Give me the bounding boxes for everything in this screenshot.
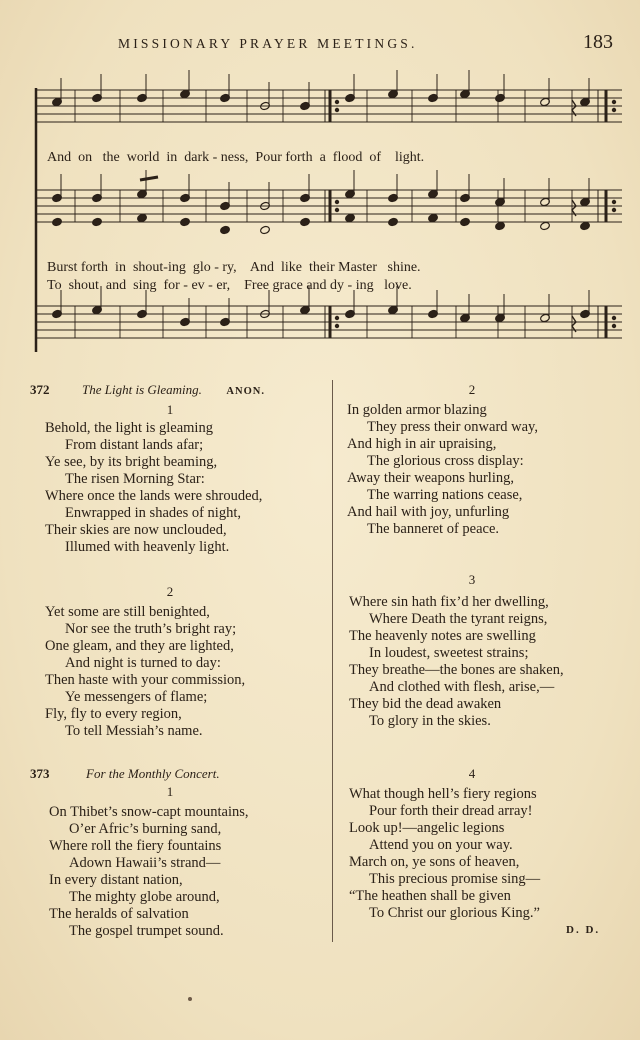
- note-head: [137, 213, 148, 222]
- verse-line: From distant lands afar;: [65, 437, 204, 453]
- note-head: [260, 225, 271, 234]
- verse-line: The gospel trumpet sound.: [69, 923, 224, 939]
- verse-line: Where once the lands were shrouded,: [45, 488, 263, 504]
- verse-line: Behold, the light is gleaming: [45, 420, 213, 436]
- stanza-number: 1: [166, 784, 174, 799]
- verse-line: In every distant nation,: [49, 872, 183, 888]
- note-head: [92, 217, 103, 226]
- repeat-dot: [335, 316, 339, 320]
- hymn-author: ANON.: [226, 386, 265, 397]
- verse-line: The banneret of peace.: [367, 521, 500, 537]
- verse-line: This precious promise sing—: [369, 871, 541, 887]
- hymn-title: The Light is Gleaming.: [82, 382, 202, 397]
- repeat-dot: [335, 208, 339, 212]
- verse-line: Then haste with your commission,: [45, 672, 246, 688]
- repeat-dot: [335, 200, 339, 204]
- verse-line: Away their weapons hurling,: [347, 470, 514, 486]
- stanza-number: 3: [468, 572, 476, 587]
- verse-line: The risen Morning Star:: [65, 471, 205, 487]
- note-head: [460, 217, 471, 226]
- note-head: [300, 217, 311, 226]
- verse-line: The mighty globe around,: [69, 889, 220, 905]
- verse-line: Their skies are now unclouded,: [45, 522, 227, 538]
- verse-line: Attend you on your way.: [369, 837, 513, 853]
- stanza-number: 4: [468, 766, 476, 781]
- note-head: [180, 217, 191, 226]
- note-head: [345, 213, 356, 222]
- verse-line: Where roll the fiery fountains: [49, 838, 222, 854]
- verse-line: Ye see, by its bright beaming,: [45, 454, 218, 470]
- verse-line: They press their onward way,: [367, 419, 538, 435]
- verse-line: In loudest, sweetest strains;: [369, 645, 529, 661]
- verse-line: March on, ye sons of heaven,: [349, 854, 520, 870]
- verse-line: And night is turned to day:: [65, 655, 221, 671]
- author-signature: D. D.: [566, 924, 601, 936]
- staff-notation: [0, 0, 640, 370]
- verse-line: On Thibet’s snow-capt mountains,: [49, 804, 249, 820]
- note-head: [428, 213, 439, 222]
- note-head: [580, 221, 591, 230]
- verse-line: Illumed with heavenly light.: [65, 539, 230, 555]
- repeat-dot: [612, 208, 616, 212]
- repeat-dot: [612, 324, 616, 328]
- lyric-line-3: To shout and sing for - ev - er, Free grace and dy - ing love.: [47, 278, 412, 293]
- verse-line: They breathe—the bones are shaken,: [349, 662, 564, 678]
- verse-line: And high in air upraising,: [347, 436, 497, 452]
- note-head: [495, 221, 506, 230]
- verse-line: Where sin hath fix’d her dwelling,: [349, 594, 549, 610]
- verse-line: Fly, fly to every region,: [45, 706, 182, 722]
- lyric-line-1: And on the world in dark - ness, Pour forth a flood of light.: [47, 150, 425, 165]
- verse-line: Nor see the truth’s bright ray;: [65, 621, 237, 637]
- verse-line: “The heathen shall be given: [349, 888, 511, 904]
- stanza-number: 2: [468, 382, 476, 397]
- verse-line: To Christ our glorious King.”: [369, 905, 540, 921]
- verse-line: Where Death the tyrant reigns,: [369, 611, 548, 627]
- hymn-title: For the Monthly Concert.: [86, 766, 220, 781]
- verse-line: Look up!—angelic legions: [349, 820, 505, 836]
- note-beam: [140, 177, 158, 180]
- hymn-number: 372: [30, 382, 50, 397]
- stanza-number: 2: [166, 584, 174, 599]
- verse-line: Yet some are still benighted,: [45, 604, 210, 620]
- verse-line: And hail with joy, unfurling: [347, 504, 510, 520]
- verse-line: The heavenly notes are swelling: [349, 628, 536, 644]
- verse-line: Enwrapped in shades of night,: [65, 505, 241, 521]
- note-head: [540, 221, 551, 230]
- hymn-number: 373: [30, 766, 50, 781]
- lyric-line-2: Burst forth in shout-ing glo - ry, And like their Master shine.: [47, 260, 421, 275]
- repeat-dot: [335, 108, 339, 112]
- page-number: 183: [583, 31, 613, 53]
- verse-line: Pour forth their dread array!: [369, 803, 533, 819]
- verse-line: One gleam, and they are lighted,: [45, 638, 234, 654]
- verse-line: What though hell’s fiery regions: [349, 786, 537, 802]
- verse-line: The warring nations cease,: [367, 487, 523, 503]
- verse-line: And clothed with flesh, arise,—: [369, 679, 555, 695]
- verse-line: O’er Afric’s burning sand,: [69, 821, 222, 837]
- note-head: [52, 217, 63, 226]
- verse-line: The heralds of salvation: [49, 906, 189, 922]
- verse-line: In golden armor blazing: [347, 402, 487, 418]
- column-divider: [332, 380, 333, 942]
- verse-line: To glory in the skies.: [369, 713, 491, 729]
- repeat-dot: [612, 100, 616, 104]
- repeat-dot: [612, 316, 616, 320]
- repeat-dot: [335, 100, 339, 104]
- running-title: MISSIONARY PRAYER MEETINGS.: [118, 36, 418, 51]
- hymn-372-heading: [30, 382, 265, 398]
- note-head: [388, 217, 399, 226]
- verse-line: The glorious cross display:: [367, 453, 524, 469]
- verse-line: Ye messengers of flame;: [65, 689, 208, 705]
- verse-line: To tell Messiah’s name.: [65, 723, 203, 739]
- stanza-number: 1: [166, 402, 174, 417]
- repeat-dot: [612, 200, 616, 204]
- repeat-dot: [335, 324, 339, 328]
- verse-line: Adown Hawaii’s strand—: [69, 855, 221, 871]
- repeat-dot: [612, 108, 616, 112]
- note-head: [220, 225, 231, 234]
- hymn-373-heading: [30, 766, 220, 782]
- print-speck: [188, 997, 192, 1001]
- verse-line: They bid the dead awaken: [349, 696, 502, 712]
